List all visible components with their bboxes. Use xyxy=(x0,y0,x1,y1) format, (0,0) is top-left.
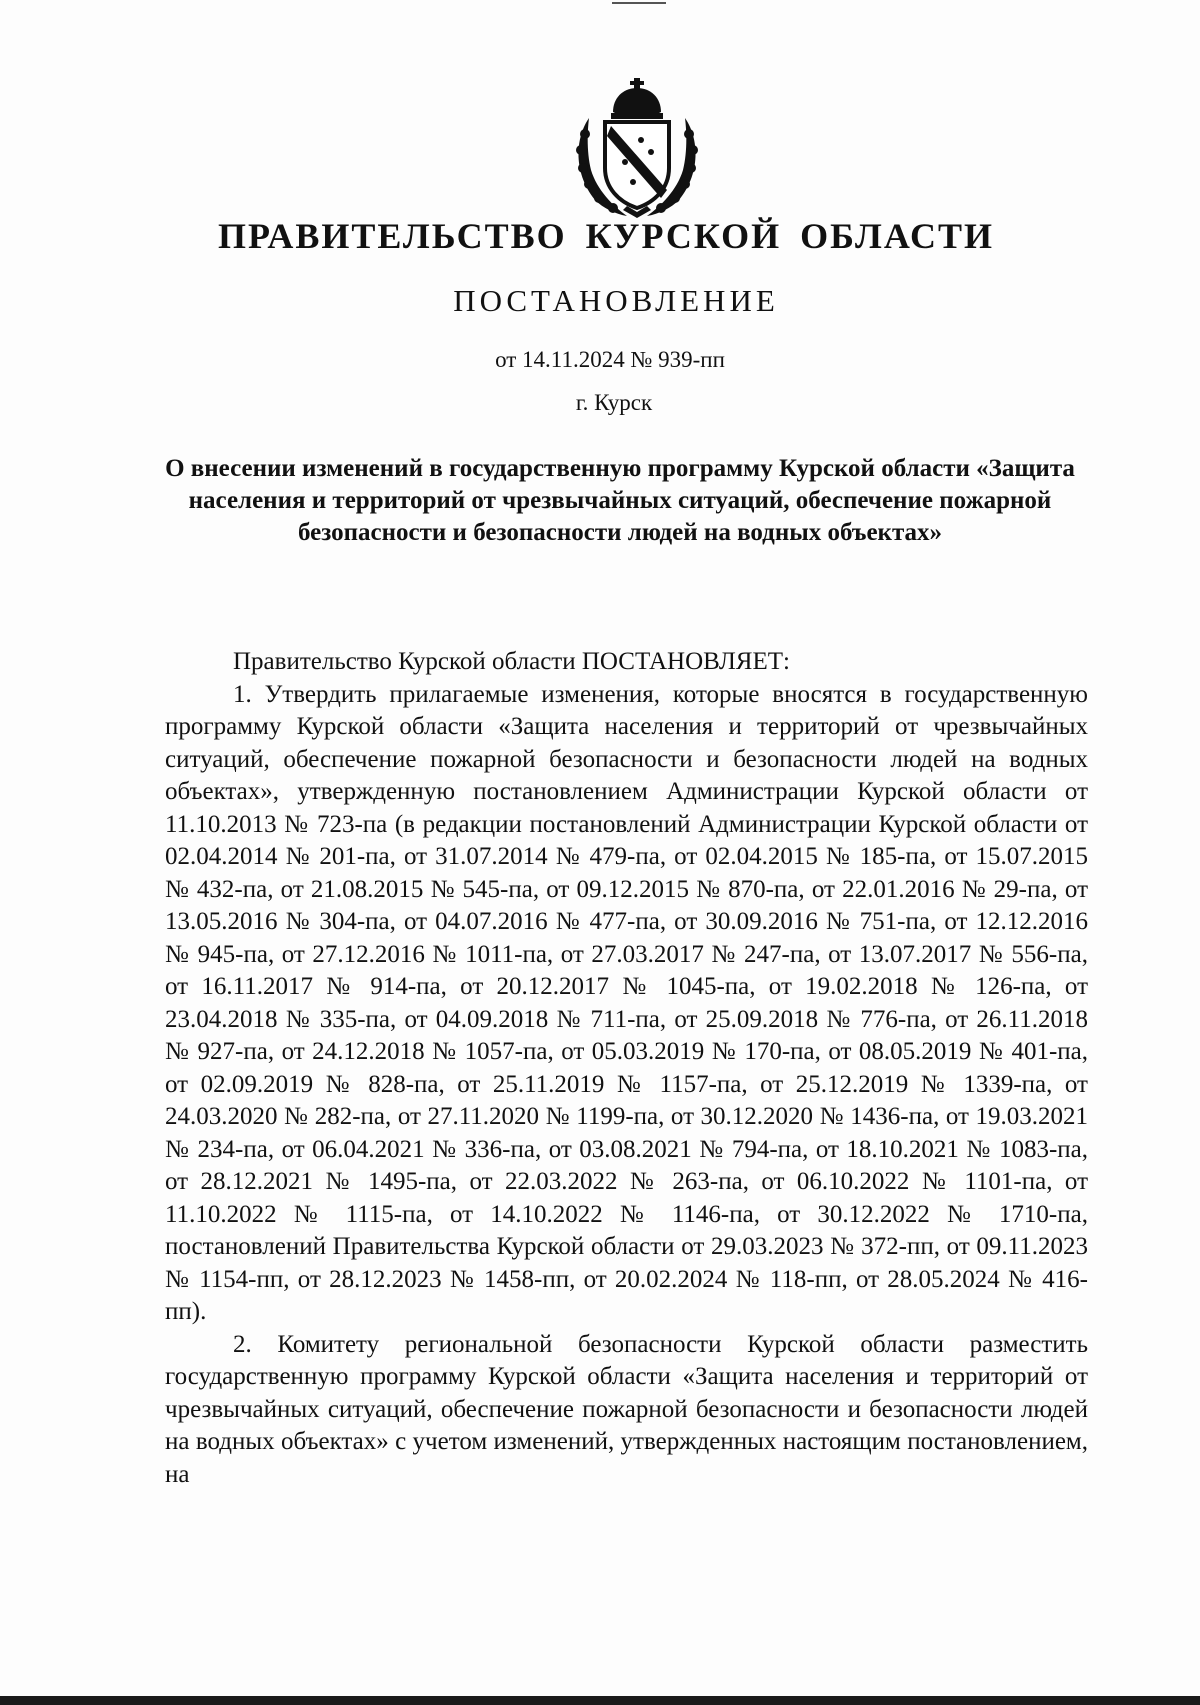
document-type: ПОСТАНОВЛЕНИЕ xyxy=(453,283,779,318)
organization-title: ПРАВИТЕЛЬСТВО КУРСКОЙ ОБЛАСТИ xyxy=(217,216,995,256)
document-number: от 14.11.2024 № 939-пп xyxy=(495,347,725,372)
paragraph-1: 1. Утвердить прилагаемые изменения, которые вносятся в государственную программу Курской области «Защита населения и территорий от чрезвычайных ситуаций, обеспечение пожарной безопасности и безопасности людей на водных объектах», утвержденную постановлением Администрации Курской области от 11.10.2013 № 723-па (в редакции постановлений Администрации Курской области от 02.04.2014 № 201-па, от 31.07.2014 № 479-па, от 02.04.2015 № 185-па, от 15.07.2015 № 432-па, от 21.08.2015 № 545-па, от 09.12.2015 № 870-па, от 22.01.2016 № 29-па, от 13.05.2016 № 304-па, от 04.07.2016 № 477-па, от 30.09.2016 № 751-па, от 12.12.2016 № 945-па, от 27.12.2016 № 1011-па, от 27.03.2017 № 247-па, от 13.07.2017 № 556-па, от 16.11.2017 № 914-па, от 20.12.2017 № 1045-па, от 19.02.2018 № 126-па, от 23.04.2018 № 335-па, от 04.09.2018 № 711-па, от 25.09.2018 № 776-па, от 26.11.2018 № 927-па, от 24.12.2018 № 1057-па, от 05.03.2019 № 170-па, от 08.05.2019 № 401-па, от 02.09.2019 № 828-па, от 25.11.2019 № 1157-па, от 25.12.2019 № 1339-па, от 24.03.2020 № 282-па, от 27.11.2020 № 1199-па, от 30.12.2020 № 1436-па, от 19.03.2021 № 234-па, от 06.04.2021 № 336-па, от 03.08.2021 № 794-па, от 18.10.2021 № 1083-па, от 28.12.2021 № 1495-па, от 22.03.2022 № 263-па, от 06.10.2022 № 1101-па, от 11.10.2022 № 1115-па, от 14.10.2022 № 1146-па, от 30.12.2022 № 1710-па, постановлений Правительства Курской области от 29.03.2023 № 372-пп, от 09.11.2023 № 1154-пп, от 28.12.2023 № 1458-пп, от 20.02.2024 № 118-пп, от 28.05.2024 № 416-пп). xyxy=(165,680,1088,1325)
scan-edge xyxy=(0,1696,1200,1705)
document-place: г. Курск xyxy=(575,390,653,415)
paragraph-2: 2. Комитету региональной безопасности Курской области разместить государственную программу Курской области «Защита населения и территорий от чрезвычайных ситуаций, обеспечение пожарной безопасности и безопасности людей на водных объектах» с учетом изменений, утвержденных настоящим постановлением, на xyxy=(165,1330,1088,1488)
scan-artifact xyxy=(612,2,666,4)
resolution-intro: Правительство Курской области ПОСТАНОВЛЯЕТ: xyxy=(233,648,790,675)
document-body xyxy=(165,646,1088,1491)
document-subject: О внесении изменений в государственную программу Курской области «Защита населения и территорий от чрезвычайных ситуаций, обеспечение пожарной безопасности и безопасности людей на водных объектах» xyxy=(165,455,1075,546)
coat-of-arms-icon xyxy=(567,78,707,220)
